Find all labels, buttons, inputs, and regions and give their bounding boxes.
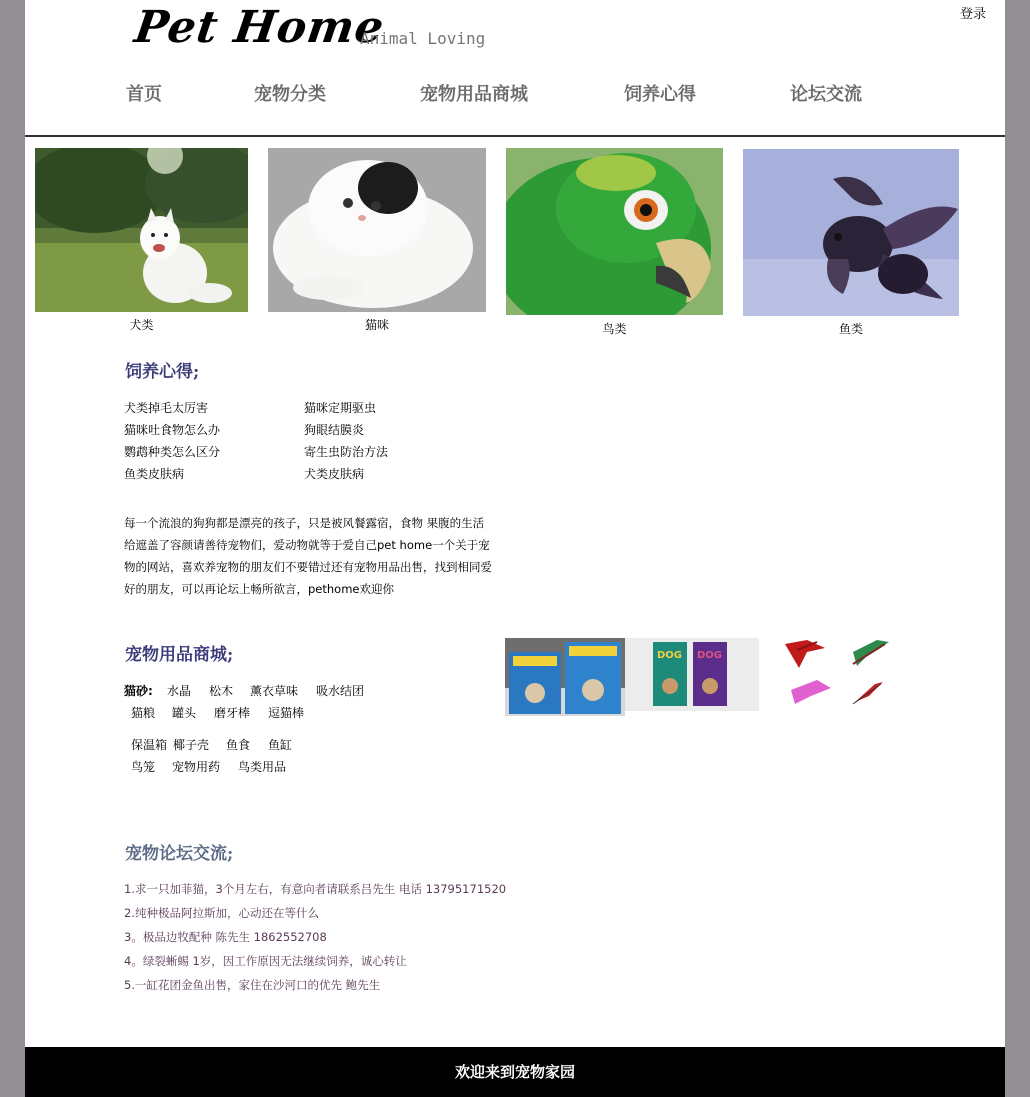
intro-paragraph: 每一个流浪的狗狗都是漂亮的孩子，只是被风餐露宿，食物 果腹的生活给遮盖了容颜请善待宠物们，爱动物就等于爱自己pet home一个关于宠物的网站，喜欢养宠物的朋友们不要错过还有宠物用品出售，找到相同爱好的朋友，可以再论坛上畅所欲言，pethome欢迎你 bbox=[124, 516, 492, 596]
cat-litter-product-image[interactable] bbox=[505, 638, 625, 716]
shop-item[interactable]: 猫粮 bbox=[131, 706, 156, 720]
shop-item[interactable]: 水晶 bbox=[167, 684, 192, 698]
shop-item[interactable]: 宠物用药 bbox=[172, 760, 221, 774]
forum-post[interactable]: 1.求一只加菲猫，3个月左右，有意向者请联系吕先生 电话 13795171520 bbox=[124, 882, 507, 896]
tip-link[interactable]: 犬类掉毛太厉害 bbox=[124, 401, 209, 415]
shop-item[interactable]: 鸟类用品 bbox=[238, 760, 287, 774]
cat-litter-label: 猫砂: bbox=[124, 684, 153, 698]
nav-pet-categories[interactable]: 宠物分类 bbox=[254, 84, 326, 105]
shop-item[interactable]: 逗猫棒 bbox=[268, 706, 305, 720]
photo-caption-bird: 鸟类 bbox=[602, 322, 627, 336]
photo-caption-cat: 猫咪 bbox=[364, 318, 389, 332]
tip-link[interactable]: 犬类皮肤病 bbox=[304, 467, 365, 481]
shop-item[interactable]: 薰衣草味 bbox=[250, 684, 299, 698]
svg-text:DOG: DOG bbox=[697, 650, 723, 661]
nav-feeding-tips[interactable]: 饲养心得 bbox=[624, 84, 696, 105]
shop-item[interactable]: 保温箱 bbox=[131, 738, 168, 752]
footer: 欢迎来到宠物家园 bbox=[25, 1047, 1005, 1097]
cat-photo[interactable] bbox=[268, 148, 486, 312]
shop-item[interactable]: 罐头 bbox=[172, 706, 197, 720]
tip-link[interactable]: 狗眼结膜炎 bbox=[304, 423, 365, 437]
forum-post[interactable]: 4。绿裂蜥蜴 1岁，因工作原因无法继续饲养，诚心转让 bbox=[124, 954, 407, 968]
fish-photo[interactable] bbox=[743, 149, 959, 316]
cat-teaser-product-image[interactable] bbox=[777, 632, 897, 712]
shop-item[interactable]: 椰子壳 bbox=[173, 738, 210, 752]
login-link[interactable]: 登录 bbox=[960, 7, 987, 22]
tagline: Animal Loving bbox=[360, 29, 486, 48]
dog-food-product-image[interactable] bbox=[625, 638, 759, 711]
tip-link[interactable]: 猫咪定期驱虫 bbox=[304, 401, 377, 415]
dog-photo[interactable] bbox=[35, 148, 248, 312]
photo-caption-dog: 犬类 bbox=[129, 318, 154, 332]
shop-item[interactable]: 磨牙棒 bbox=[214, 706, 251, 720]
shop-item[interactable]: 吸水结团 bbox=[316, 684, 365, 698]
parrot-photo[interactable] bbox=[506, 148, 723, 315]
nav-forum[interactable]: 论坛交流 bbox=[790, 84, 862, 105]
shop-item[interactable]: 鱼食 bbox=[226, 738, 251, 752]
forum-post[interactable]: 3。极品边牧配种 陈先生 1862552708 bbox=[124, 930, 327, 944]
svg-text:DOG: DOG bbox=[657, 650, 683, 661]
forum-section-title: 宠物论坛交流; bbox=[125, 844, 234, 864]
shop-item[interactable]: 鸟笼 bbox=[131, 760, 156, 774]
shop-item[interactable]: 鱼缸 bbox=[268, 738, 293, 752]
forum-post[interactable]: 2.纯种极品阿拉斯加，心动还在等什么 bbox=[124, 906, 319, 920]
feeding-section-title: 饲养心得; bbox=[125, 362, 200, 382]
nav-pet-supplies-mall[interactable]: 宠物用品商城 bbox=[420, 84, 528, 105]
page bbox=[25, 0, 1005, 1097]
shop-item[interactable]: 松木 bbox=[209, 684, 234, 698]
tip-link[interactable]: 鹦鹉种类怎么区分 bbox=[124, 445, 221, 459]
shop-section-title: 宠物用品商城; bbox=[125, 645, 234, 665]
tip-link[interactable]: 猫咪吐食物怎么办 bbox=[124, 423, 221, 437]
forum-post[interactable]: 5.一缸花团金鱼出售，家住在沙河口的优先 鲍先生 bbox=[124, 978, 381, 992]
tip-link[interactable]: 鱼类皮肤病 bbox=[124, 467, 185, 481]
site-logo[interactable]: Pet Home bbox=[131, 2, 388, 53]
nav-home[interactable]: 首页 bbox=[126, 84, 162, 105]
nav-divider bbox=[25, 135, 1005, 137]
photo-caption-fish: 鱼类 bbox=[838, 322, 863, 336]
tip-link[interactable]: 寄生虫防治方法 bbox=[304, 445, 389, 459]
